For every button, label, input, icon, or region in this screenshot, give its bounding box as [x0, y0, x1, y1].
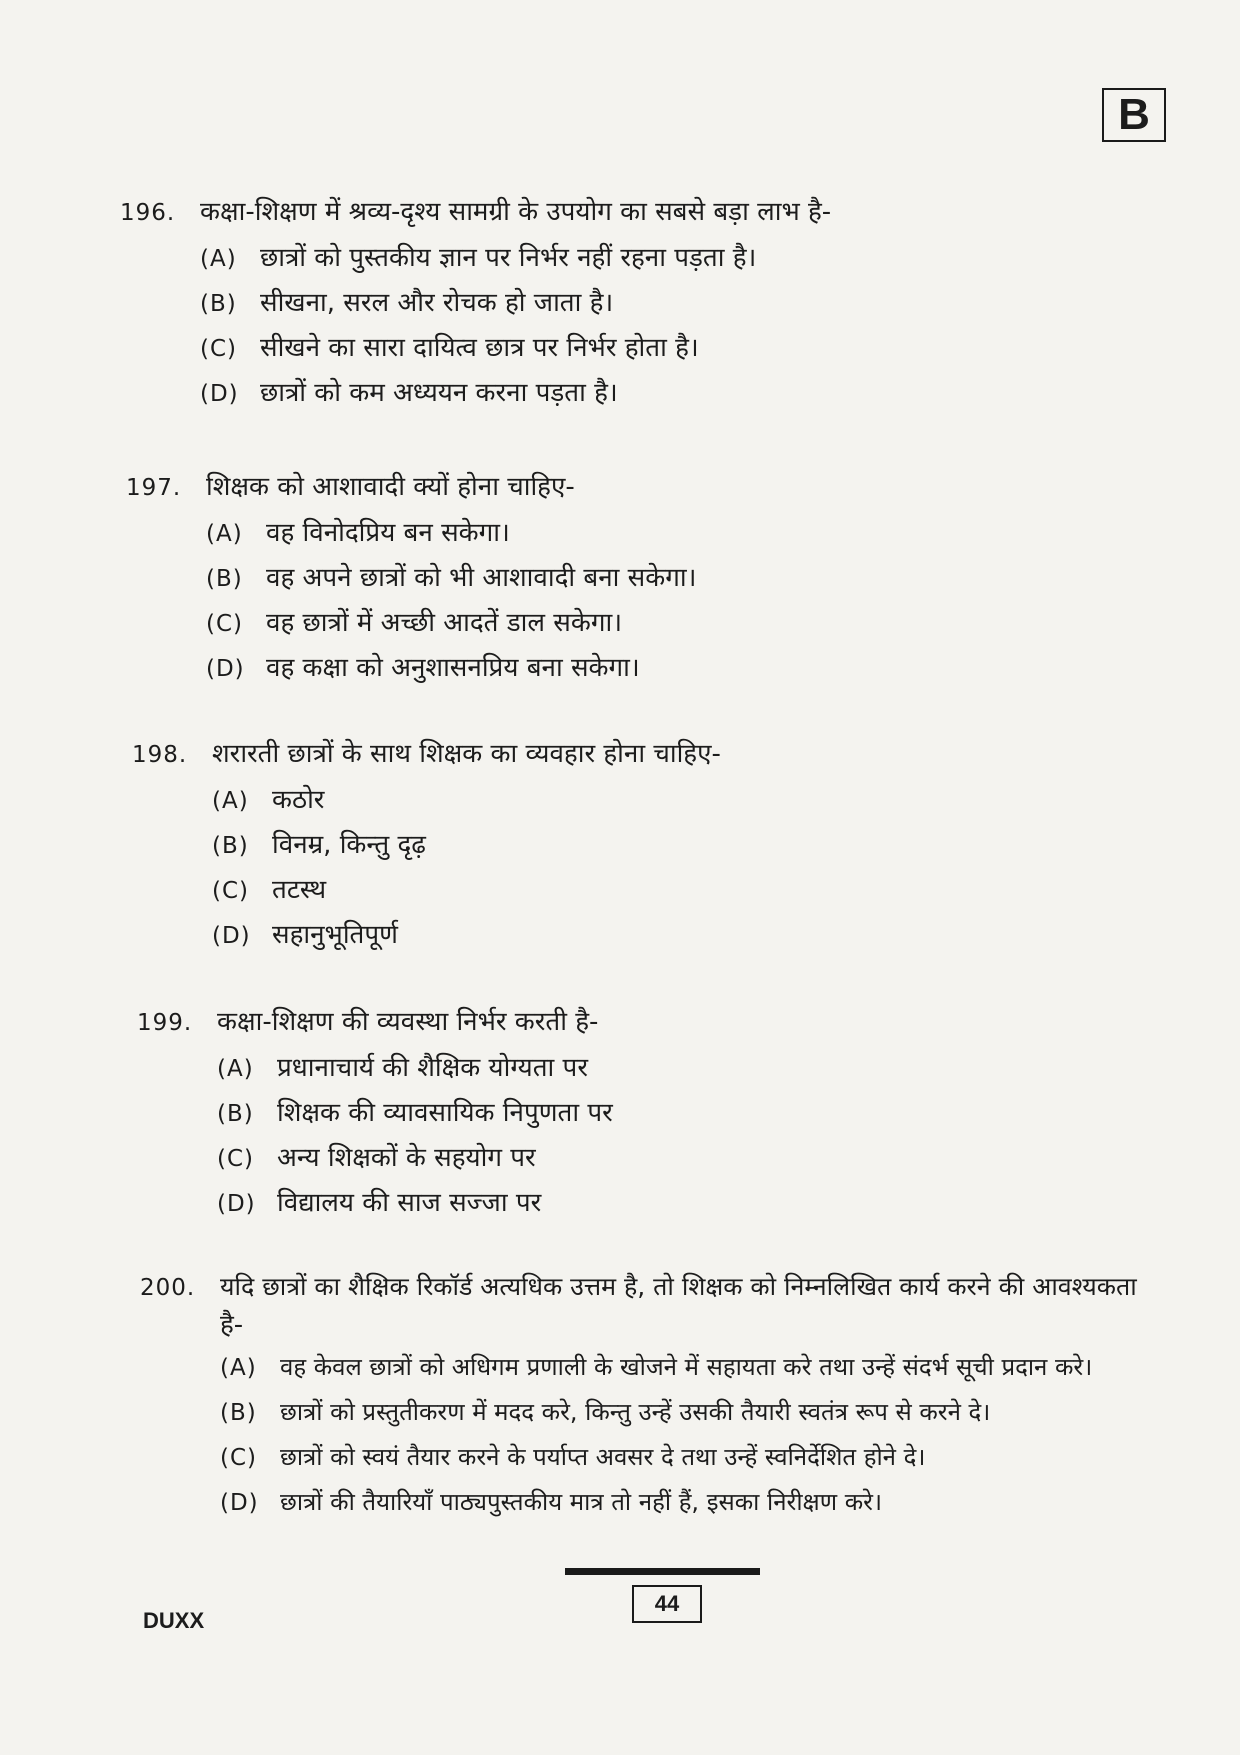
question-stem	[120, 195, 1170, 230]
question-number: 200.	[140, 1275, 196, 1301]
option-d	[220, 1480, 1200, 1525]
question-stem	[132, 737, 1162, 772]
option-text: वह विनोदप्रिय बन सकेगा।	[266, 518, 510, 548]
option-list	[212, 778, 1162, 958]
question-stem	[137, 1005, 1162, 1040]
option-label: (C)	[200, 336, 238, 362]
question-200	[140, 1270, 1200, 1525]
option-d	[206, 646, 1166, 691]
option-text: छात्रों को पुस्तकीय ज्ञान पर निर्भर नहीं रहना पड़ता है।	[260, 243, 757, 273]
option-text: प्रधानाचार्य की शैक्षिक योग्यता पर	[277, 1053, 588, 1083]
option-a	[212, 778, 1162, 823]
option-text: विद्यालय की साज सज्जा पर	[277, 1188, 542, 1218]
option-label: (D)	[200, 381, 239, 407]
option-text: तटस्थ	[272, 875, 327, 905]
option-text: विनम्र, किन्तु दृढ़	[272, 830, 426, 860]
option-label: (D)	[206, 656, 245, 682]
option-text: सीखने का सारा दायित्व छात्र पर निर्भर होता है।	[260, 333, 699, 363]
question-198	[132, 737, 1162, 958]
option-text: अन्य शिक्षकों के सहयोग पर	[277, 1143, 536, 1173]
question-stem	[126, 470, 1166, 505]
question-text: शिक्षक को आशावादी क्यों होना चाहिए-	[206, 472, 575, 502]
option-a	[206, 511, 1166, 556]
option-label: (A)	[217, 1056, 254, 1082]
question-text: कक्षा-शिक्षण की व्यवस्था निर्भर करती है-	[217, 1007, 599, 1037]
option-label: (B)	[220, 1400, 257, 1426]
page-number: 44	[632, 1585, 702, 1623]
question-197	[126, 470, 1166, 691]
booklet-set-label: B	[1102, 88, 1166, 142]
option-b	[206, 556, 1166, 601]
option-text: वह अपने छात्रों को भी आशावादी बना सकेगा।	[266, 563, 697, 593]
question-text: कक्षा-शिक्षण में श्रव्य-दृश्य सामग्री के उपयोग का सबसे बड़ा लाभ है-	[200, 197, 832, 227]
option-text: शिक्षक की व्यावसायिक निपुणता पर	[277, 1098, 613, 1128]
question-199	[137, 1005, 1162, 1226]
option-b	[220, 1390, 1200, 1435]
question-text: शरारती छात्रों के साथ शिक्षक का व्यवहार होना चाहिए-	[212, 739, 721, 769]
option-text: छात्रों को कम अध्ययन करना पड़ता है।	[260, 378, 618, 408]
option-d	[200, 371, 1170, 416]
option-text: छात्रों की तैयारियाँ पाठ्यपुस्तकीय मात्र तो नहीं हैं, इसका निरीक्षण करे।	[280, 1488, 883, 1516]
question-number: 199.	[137, 1010, 193, 1036]
option-list	[200, 236, 1170, 416]
question-number: 198.	[132, 742, 188, 768]
option-label: (C)	[206, 611, 244, 637]
option-c	[220, 1435, 1200, 1480]
option-label: (C)	[217, 1146, 255, 1172]
question-number: 196.	[120, 200, 176, 226]
footer-rule	[565, 1568, 760, 1575]
option-b	[217, 1091, 1162, 1136]
question-196	[120, 195, 1170, 416]
option-b	[200, 281, 1170, 326]
option-c	[200, 326, 1170, 371]
option-c	[206, 601, 1166, 646]
option-label: (D)	[217, 1191, 256, 1217]
option-c	[217, 1136, 1162, 1181]
option-label: (C)	[220, 1445, 258, 1471]
option-text: कठोर	[272, 785, 325, 815]
booklet-code: DUXX	[143, 1608, 205, 1633]
option-label: (A)	[200, 246, 237, 272]
option-d	[212, 913, 1162, 958]
option-text: वह छात्रों में अच्छी आदतें डाल सकेगा।	[266, 608, 623, 638]
option-text: वह कक्षा को अनुशासनप्रिय बना सकेगा।	[266, 653, 640, 683]
option-list	[220, 1345, 1200, 1525]
option-label: (A)	[220, 1355, 257, 1381]
option-label: (B)	[217, 1101, 254, 1127]
option-label: (A)	[212, 788, 249, 814]
option-text: वह केवल छात्रों को अधिगम प्रणाली के खोजने में सहायता करे तथा उन्हें संदर्भ सूची प्रदान करे।	[280, 1353, 1093, 1381]
option-a	[220, 1345, 1200, 1390]
option-b	[212, 823, 1162, 868]
option-list	[206, 511, 1166, 691]
option-c	[212, 868, 1162, 913]
question-text: यदि छात्रों का शैक्षिक रिकॉर्ड अत्यधिक उत्तम है, तो शिक्षक को निम्नलिखित कार्य करने की आवश्यकता	[220, 1272, 1137, 1301]
question-number: 197.	[126, 475, 182, 501]
question-stem	[140, 1270, 1200, 1305]
option-text: सहानुभूतिपूर्ण	[272, 920, 398, 950]
option-list	[217, 1046, 1162, 1226]
option-label: (D)	[220, 1490, 259, 1516]
option-text: सीखना, सरल और रोचक हो जाता है।	[260, 288, 614, 318]
option-label: (D)	[212, 923, 251, 949]
option-label: (B)	[206, 566, 243, 592]
option-text: छात्रों को प्रस्तुतीकरण में मदद करे, किन्तु उन्हें उसकी तैयारी स्वतंत्र रूप से करने दे।	[280, 1398, 991, 1426]
option-label: (B)	[212, 833, 249, 859]
option-a	[200, 236, 1170, 281]
option-label: (A)	[206, 521, 243, 547]
option-label: (C)	[212, 878, 250, 904]
option-a	[217, 1046, 1162, 1091]
question-text-continuation: है-	[220, 1310, 244, 1340]
option-text: छात्रों को स्वयं तैयार करने के पर्याप्त अवसर दे तथा उन्हें स्वनिर्देशित होने दे।	[280, 1443, 926, 1471]
option-d	[217, 1181, 1162, 1226]
option-label: (B)	[200, 291, 237, 317]
